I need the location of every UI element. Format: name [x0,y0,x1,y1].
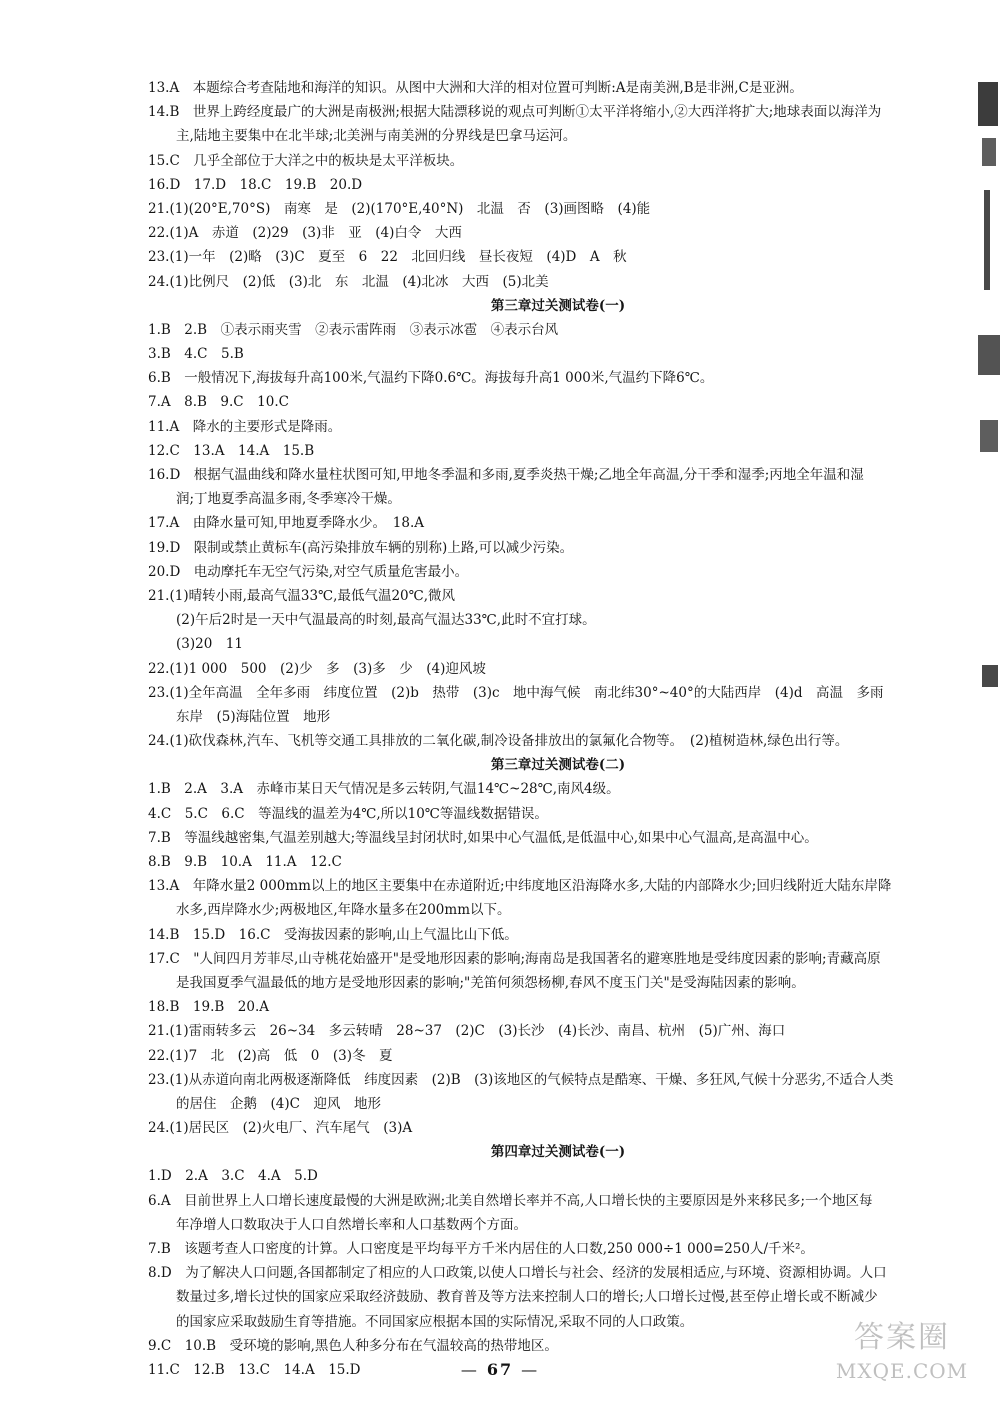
answer-line: 13.A 本题综合考查陆地和海洋的知识。从图中大洲和大洋的相对位置可判断:A是南美洲,B是非洲,C是亚洲。 [148,80,803,96]
scan-edge-mark [984,190,990,290]
answer-line: 24.(1)居民区 (2)火电厂、汽车尾气 (3)A [148,1120,413,1137]
answer-continuation-line: 主,陆地主要集中在北半球;北美洲与南美洲的分界线是巴拿马运河。 [176,128,577,145]
answer-line: 3.B 4.C 5.B [148,346,244,363]
answer-continuation-line: 的国家应采取鼓励生育等措施。不同国家应根据本国的实际情况,采取不同的人口政策。 [176,1313,694,1330]
scan-edge-mark [978,82,998,126]
answer-line: 6.A 目前世界上人口增长速度最慢的大洲是欧洲;北美自然增长率并不高,人口增长快的主要原因是外来移民多;一个地区每 [148,1192,873,1209]
answer-line: 11.A 降水的主要形式是降雨。 [148,418,342,435]
answer-continuation-line: 润;丁地夏季高温多雨,冬季寒冷干燥。 [176,491,401,508]
answer-line: 6.B 一般情况下,海拔每升高100米,气温约下降0.6℃。海拔每升高1 000米,气温约下降6℃。 [148,370,714,387]
answer-line: 1.D 2.A 3.C 4.A 5.D [148,1168,318,1185]
answer-line: 11.C 12.B 13.C 14.A 15.D [148,1361,361,1378]
answer-line: 17.A 由降水量可知,甲地夏季降水少。 18.A [148,515,424,532]
answer-line: 23.(1)从赤道向南北两极逐渐降低 纬度因素 (2)B (3)该地区的气候特点是酷寒、干燥、多狂风,气候十分恶劣,不适合人类 [148,1071,894,1088]
answer-continuation-line: 数量过多,增长过快的国家应采取经济鼓励、教育普及等方法来控制人口的增长;人口增长过慢,甚至停止增长或不断减少 [176,1289,878,1306]
answer-line: 16.D 根据气温曲线和降水量柱状图可知,甲地冬季温和多雨,夏季炎热干燥;乙地全年高温,分干季和湿季;丙地全年温和湿 [148,467,864,483]
answer-continuation-line: (2)午后2时是一天中气温最高的时刻,最高气温达33℃,此时不宜打球。 [176,612,596,629]
answer-line: 16.D 17.D 18.C 19.B 20.D [148,176,363,193]
answer-line: 24.(1)比例尺 (2)低 (3)北 东 北温 (4)北冰 大西 (5)北美 [148,273,549,290]
scan-edge-mark [982,138,996,166]
answer-line: 15.C 几乎全部位于大洋之中的板块是太平洋板块。 [148,152,464,169]
answer-line: 4.C 5.C 6.C 等温线的温差为4℃,所以10℃等温线数据错误。 [148,805,548,822]
answer-continuation-line: 是我国夏季气温最低的地方是受地形因素的影响;"羌笛何须怨杨柳,春风不度玉门关"是受海陆因素的影响。 [176,974,805,991]
answer-line: 23.(1)一年 (2)略 (3)C 夏至 6 22 北回归线 昼长夜短 (4)D A 秋 [148,249,627,266]
answer-continuation-line: 的居住 企鹅 (4)C 迎风 地形 [176,1095,381,1112]
answer-line: 9.C 10.B 受环境的影响,黑色人种多分布在气温较高的热带地区。 [148,1337,558,1354]
answer-continuation-line: (3)20 11 [176,636,243,653]
section-heading: 第四章过关测试卷(一) [490,1144,626,1161]
answer-line: 18.B 19.B 20.A [148,999,269,1016]
section-heading: 第三章过关测试卷(一) [490,297,626,314]
scan-edge-mark [982,665,998,687]
answer-line: 22.(1)A 赤道 (2)29 (3)非 亚 (4)白令 大西 [148,225,462,242]
page-number-value: 67 [486,1360,514,1379]
answer-continuation-line: 水多,西岸降水少;两极地区,年降水量多在200mm以下。 [176,902,511,919]
answer-line: 8.B 9.B 10.A 11.A 12.C [148,854,342,870]
answer-line: 14.B 世界上跨经度最广的大洲是南极洲;根据大陆漂移说的观点可判断①太平洋将缩小,②大西洋将扩大;地球表面以海洋为 [148,104,882,121]
watermark-logo [822,1318,982,1398]
answer-line: 7.A 8.B 9.C 10.C [148,394,289,411]
scan-edge-mark [980,420,998,452]
answer-text-body [148,76,968,1382]
answer-line: 13.A 年降水量2 000mm以上的地区主要集中在赤道附近;中纬度地区沿海降水多,大陆的内部降水少;回归线附近大陆东岸降 [148,878,892,895]
answer-line: 21.(1)(20°E,70°S) 南寒 是 (2)(170°E,40°N) 北温 否 (3)画图略 (4)能 [148,200,651,217]
watermark-main-text: 答案圈 [854,1320,950,1355]
answer-line: 21.(1)晴转小雨,最高气温33℃,最低气温20℃,微风 [148,587,456,604]
answer-line: 1.B 2.A 3.A 赤峰市某日天气情况是多云转阴,气温14℃~28℃,南风4级。 [148,781,620,798]
answer-line: 12.C 13.A 14.A 15.B [148,442,315,459]
scan-edge-mark [978,335,1000,375]
answer-line: 20.D 电动摩托车无空气污染,对空气质量危害最小。 [148,563,469,580]
answer-line: 1.B 2.B ①表示雨夹雪 ②表示雷阵雨 ③表示冰雹 ④表示台风 [148,321,559,338]
answer-line: 17.C "人间四月芳菲尽,山寺桃花始盛开"是受地形因素的影响;海南岛是我国著名的避寒胜地是受纬度因素的影响;青藏高原 [148,950,881,967]
answer-continuation-line: 年净增人口数取决于人口自然增长率和人口基数两个方面。 [176,1216,527,1233]
watermark-sub-text: MXQE.COM [835,1359,969,1383]
answer-line: 7.B 等温线越密集,气温差别越大;等温线呈封闭状时,如果中心气温低,是低温中心,如果中心气温高,是高温中心。 [148,829,818,846]
answer-line: 19.D 限制或禁止黄标车(高污染排放车辆的别称)上路,可以减少污染。 [148,539,574,556]
section-heading: 第三章过关测试卷(二) [490,757,626,774]
answer-line: 22.(1)1 000 500 (2)少 多 (3)多 少 (4)迎风坡 [148,660,486,677]
page-dash-left: — [460,1360,479,1379]
page-dash-right: — [521,1360,540,1379]
answer-line: 21.(1)雷雨转多云 26~34 多云转晴 28~37 (2)C (3)长沙 (4)长沙、南昌、杭州 (5)广州、海口 [148,1023,786,1040]
answer-line: 8.D 为了解决人口问题,各国都制定了相应的人口政策,以使人口增长与社会、经济的发展相适应,与环境、资源相协调。人口 [148,1265,887,1282]
answer-line: 14.B 15.D 16.C 受海拔因素的影响,山上气温比山下低。 [148,926,518,943]
answer-line: 22.(1)7 北 (2)高 低 0 (3)冬 夏 [148,1047,393,1064]
answer-line: 7.B 该题考查人口密度的计算。人口密度是平均每平方千米内居住的人口数,250 000÷1 000=250人/千米²。 [148,1241,814,1257]
answer-continuation-line: 东岸 (5)海陆位置 地形 [176,708,331,725]
answer-line: 24.(1)砍伐森林,汽车、飞机等交通工具排放的二氧化碳,制冷设备排放出的氯氟化合物等。 (2)植树造林,绿色出行等。 [148,733,849,750]
answer-line: 23.(1)全年高温 全年多雨 纬度位置 (2)b 热带 (3)c 地中海气候 南北纬30°~40°的大陆西岸 (4)d 高温 多雨 [148,684,884,701]
